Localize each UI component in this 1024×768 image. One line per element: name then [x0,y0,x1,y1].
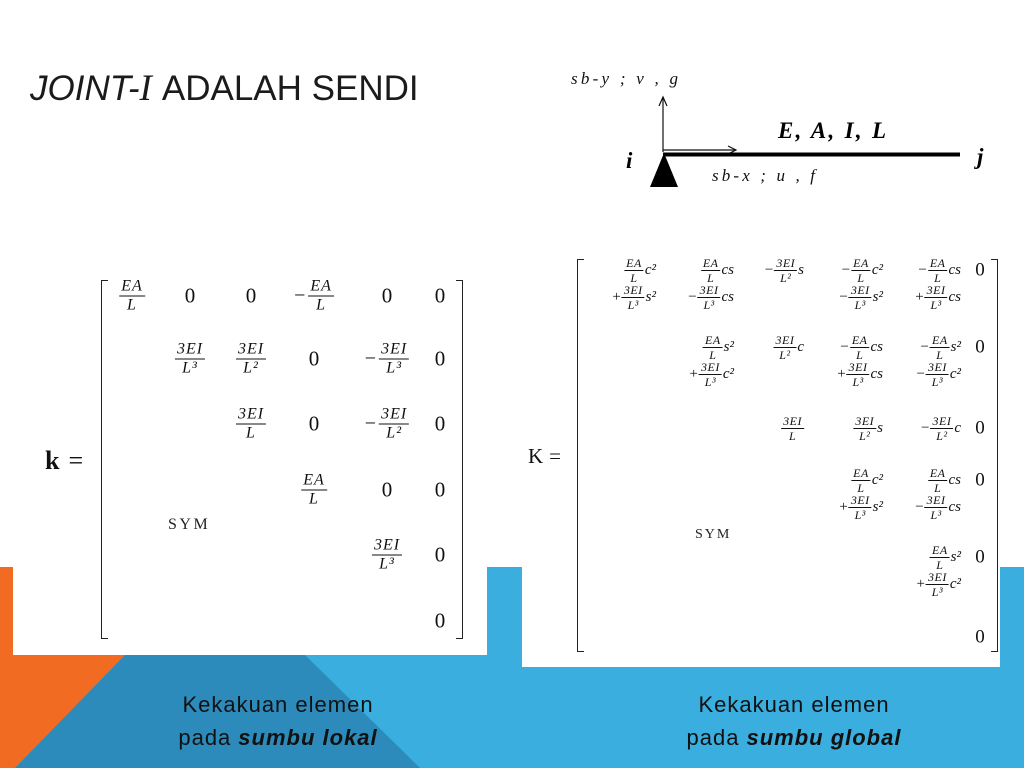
fraction-denominator: L [630,270,638,285]
fraction-denominator: L³ [379,555,395,573]
fraction-numerator: 3EI [373,536,401,554]
matrix-zero: 0 [434,542,446,567]
trig-factor: s² [872,498,883,515]
trig-factor: c [797,338,804,355]
fraction-numerator: EA [931,332,948,347]
node-j-label: j [977,144,984,169]
fraction-denominator: L² [386,424,402,442]
fraction-numerator: EA [851,332,868,347]
fraction-numerator: 3EI [699,282,719,297]
y-axis-label: sb-y ; v , g [571,69,678,88]
fraction-numerator: 3EI [850,282,870,297]
fraction-numerator: 3EI [926,492,946,507]
fraction-numerator: 3EI [855,413,875,428]
fraction-denominator: L [934,480,942,495]
fraction-numerator: EA [853,255,869,270]
sign-symbol: − [839,288,848,305]
pin-support-icon [650,153,678,187]
matrix-zero: 0 [434,477,446,502]
fraction-denominator: L² [243,359,259,377]
fraction-denominator: L³ [931,584,944,599]
sign-symbol: + [837,365,846,382]
fraction-numerator: 3EI [237,340,265,358]
fraction-numerator: EA [121,277,143,295]
fraction-numerator: EA [626,255,642,270]
fraction-numerator: 3EI [176,340,204,358]
trig-factor: c² [722,365,734,382]
fraction-denominator: L³ [930,297,942,312]
caption-global [594,688,994,754]
trig-factor: cs [721,288,734,305]
fraction-numerator: 3EI [928,359,947,374]
trig-factor: cs [948,261,961,278]
fraction-denominator: L³ [704,374,717,389]
trig-factor: c² [949,365,961,382]
sign-symbol: + [839,498,848,515]
sign-symbol: − [364,412,377,435]
fraction-numerator: 3EI [932,413,952,428]
global-matrix-sym-label: SYM [695,527,732,542]
trig-factor: cs [870,365,883,382]
fraction-numerator: EA [310,277,332,295]
sign-symbol: − [920,338,929,355]
fraction-numerator: 3EI [850,492,870,507]
x-axis-label: sb-x ; u , f [712,166,815,185]
node-i-label: i [626,148,633,173]
trig-factor: s² [872,288,883,305]
fraction-denominator: L [857,480,865,495]
trig-factor: s² [950,548,961,565]
trig-factor: cs [721,261,734,278]
fraction-numerator: 3EI [783,413,802,428]
trig-factor: cs [870,338,883,355]
sign-symbol: + [689,365,699,382]
trig-factor: s² [723,338,734,355]
fraction-denominator: L³ [703,297,715,312]
sign-symbol: − [916,365,926,382]
equals-sign: = [68,446,84,475]
matrix-zero: 0 [434,283,446,308]
matrix-zero: 0 [381,283,393,308]
matrix-zero: 0 [308,411,320,436]
caption-emphasis: sumbu global [746,725,902,750]
fraction-denominator: L³ [182,359,198,377]
fraction-denominator: L³ [931,374,944,389]
local-matrix-left-bracket [101,280,108,639]
trig-factor: s [877,419,883,436]
fraction-numerator: 3EI [701,359,720,374]
fraction-denominator: L [936,347,944,362]
matrix-zero: 0 [975,469,985,491]
fraction-denominator: L [707,270,715,285]
fraction-denominator: L² [936,428,948,443]
trig-factor: c² [871,261,883,278]
fraction-denominator: L [127,296,137,314]
trig-factor: c [954,419,961,436]
fraction-denominator: L³ [386,359,402,377]
sign-symbol: − [921,419,930,436]
fraction-denominator: L³ [930,507,942,522]
fraction-numerator: 3EI [381,340,408,358]
trig-factor: s² [950,338,961,355]
global-matrix-panel [522,245,1000,667]
fraction-numerator: EA [702,255,719,270]
fraction-numerator: 3EI [623,282,643,297]
fraction-numerator: 3EI [775,332,795,347]
fraction-numerator: EA [853,465,869,480]
caption-emphasis: sumbu lokal [238,725,378,750]
fraction-denominator: L³ [854,507,866,522]
caption-prefix: pada [686,725,740,750]
equals-sign: = [549,444,562,468]
trig-factor: c² [644,261,656,278]
sign-symbol: + [915,288,924,305]
fraction-numerator: EA [929,255,946,270]
fraction-denominator: L² [780,270,792,285]
fraction-denominator: L² [779,347,791,362]
trig-factor: c² [871,471,883,488]
title-part-joint: JOINT- [30,69,140,108]
trig-factor: cs [948,498,961,515]
fraction-denominator: L³ [852,374,864,389]
fraction-denominator: L [788,428,797,443]
fraction-denominator: L [857,270,865,285]
matrix-zero: 0 [381,477,393,502]
matrix-zero: 0 [434,608,446,633]
caption-line-2 [78,721,478,754]
trig-factor: c² [949,575,961,592]
matrix-zero: 0 [975,417,985,439]
matrix-zero: 0 [245,283,257,308]
slide-title [30,69,419,109]
fraction-numerator: 3EI [928,569,947,584]
sign-symbol: + [916,575,926,592]
trig-factor: s [798,261,804,278]
matrix-zero: 0 [184,283,196,308]
caption-line-2 [594,721,994,754]
trig-factor: cs [948,288,961,305]
caption-line-1: Kekakuan elemen [698,692,890,717]
fraction-numerator: 3EI [926,282,946,297]
beam-diagram [560,60,1000,200]
global-matrix-left-bracket [577,259,584,652]
sign-symbol: − [840,338,849,355]
matrix-symbol-K: K [528,444,544,468]
sign-symbol: − [841,261,851,278]
title-part-rest: ADALAH SENDI [161,69,419,108]
trig-factor: cs [948,471,961,488]
local-matrix-right-bracket [456,280,463,639]
fraction-numerator: 3EI [237,405,265,423]
fraction-denominator: L [246,424,256,442]
caption-prefix: pada [178,725,232,750]
fraction-denominator: L [316,296,327,314]
sign-symbol: − [688,288,697,305]
matrix-zero: 0 [975,546,985,568]
fraction-numerator: EA [931,542,948,557]
sign-symbol: + [612,288,621,305]
fraction-numerator: EA [704,332,721,347]
matrix-zero: 0 [434,411,446,436]
fraction-numerator: 3EI [776,255,796,270]
trig-factor: s² [645,288,656,305]
sign-symbol: − [918,261,927,278]
caption-line-1: Kekakuan elemen [182,692,374,717]
local-matrix-lhs [45,446,83,476]
sign-symbol: − [364,347,377,370]
fraction-denominator: L [936,557,944,572]
fraction-denominator: L³ [854,297,866,312]
global-matrix-lhs [528,443,561,469]
fraction-denominator: L [856,347,864,362]
fraction-numerator: EA [929,465,946,480]
fraction-numerator: 3EI [848,359,868,374]
fraction-numerator: 3EI [381,405,408,423]
fraction-numerator: EA [303,471,325,489]
global-matrix-right-bracket [991,259,998,652]
matrix-zero: 0 [975,626,985,648]
sign-symbol: − [294,284,306,307]
fraction-denominator: L² [859,428,871,443]
title-part-i: I [139,68,152,109]
matrix-symbol-k: k [45,446,60,475]
matrix-zero: 0 [975,336,985,358]
fraction-denominator: L [709,347,717,362]
fraction-denominator: L³ [627,297,639,312]
sign-symbol: − [764,261,774,278]
local-matrix-panel [13,250,487,655]
fraction-denominator: L [934,270,942,285]
sign-symbol: − [915,498,924,515]
matrix-zero: 0 [975,259,985,281]
matrix-zero: 0 [434,346,446,371]
local-matrix-sym-label: SYM [168,516,211,533]
matrix-zero: 0 [308,346,320,371]
fraction-denominator: L [309,490,319,508]
beam-properties-label: E, A, I, L [778,118,886,143]
caption-local [78,688,478,754]
